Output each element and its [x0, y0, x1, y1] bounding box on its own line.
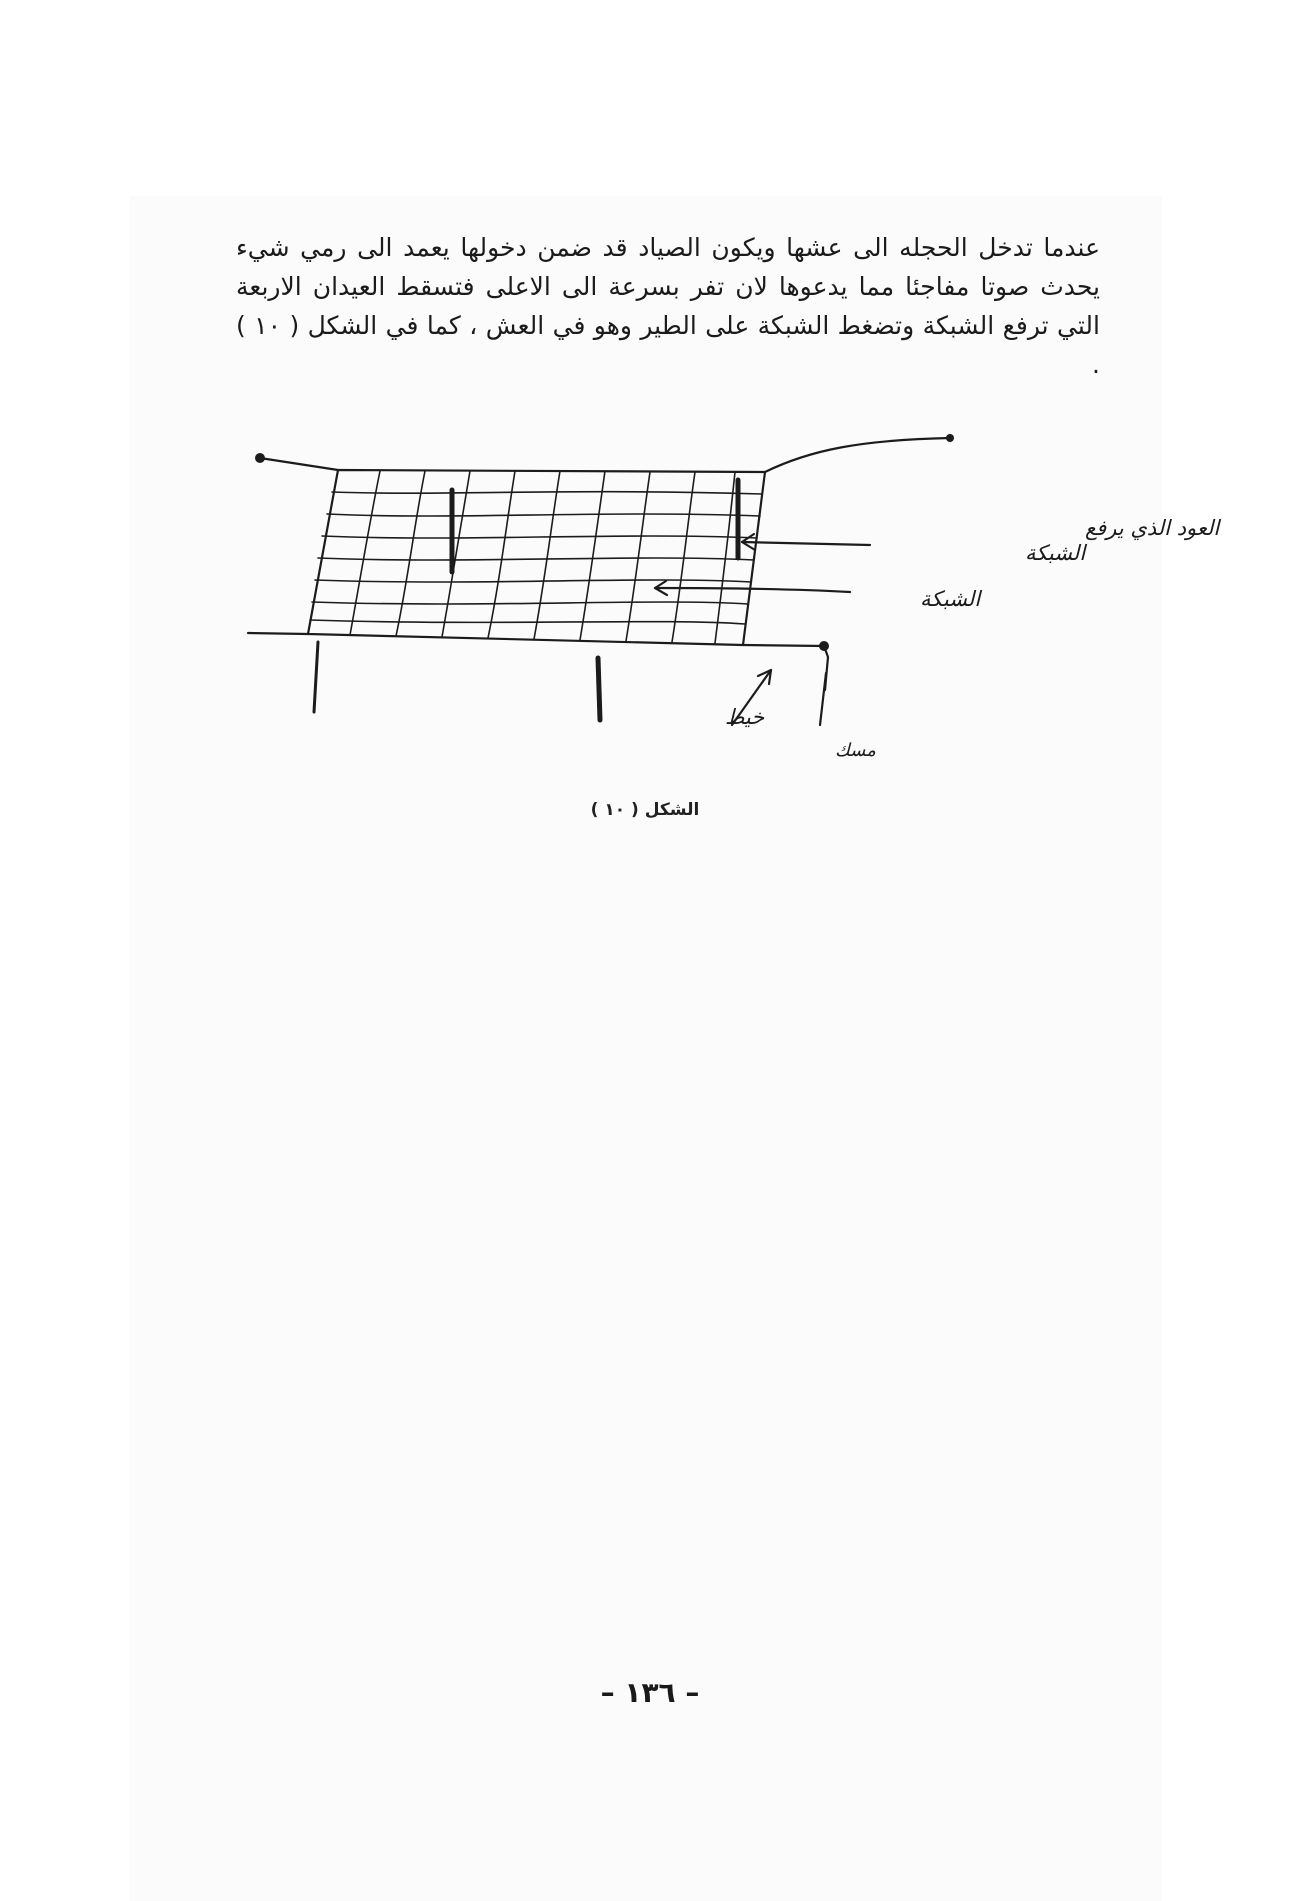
rope-bottom-right	[743, 645, 828, 690]
net-outline	[308, 470, 765, 645]
stick-front-right	[598, 658, 600, 720]
label-sticks-line2: الشبكة	[1025, 541, 1086, 565]
rope-bottom-left	[248, 633, 308, 634]
label-sticks-line1: العود الذي يرفع	[1085, 516, 1220, 540]
net-grid	[310, 471, 762, 643]
rope-top-right	[765, 438, 950, 472]
figure-caption: الشكل ( ١٠ )	[590, 800, 700, 820]
stick-front-left	[314, 642, 318, 712]
arrow-to-rope-head	[758, 670, 771, 684]
net-trap-drawing	[220, 420, 1220, 761]
arrow-to-hand	[820, 673, 826, 725]
rope-top-left	[260, 458, 338, 470]
arrow-to-net	[655, 588, 850, 592]
arrow-to-stick	[742, 542, 870, 545]
body-paragraph: عندما تدخل الحجله الى عشها ويكون الصياد قد ضمن دخولها يعمد الى رمي شيء يحدث صوتا مفاجئا مما يدعوها لان تفر بسرعة الى الاعلى فتسقط العيدان الاربعة التي ترفع الشبكة وتضغط الشبكة على الطير وهو في العش ، كما في الشكل ( ١٠ ) .	[236, 233, 1100, 379]
page-number: – ١٣٦ –	[600, 1676, 700, 1709]
label-net: الشبكة	[920, 587, 981, 611]
label-hand: مسك	[835, 740, 876, 761]
label-rope: خيط	[725, 705, 765, 729]
